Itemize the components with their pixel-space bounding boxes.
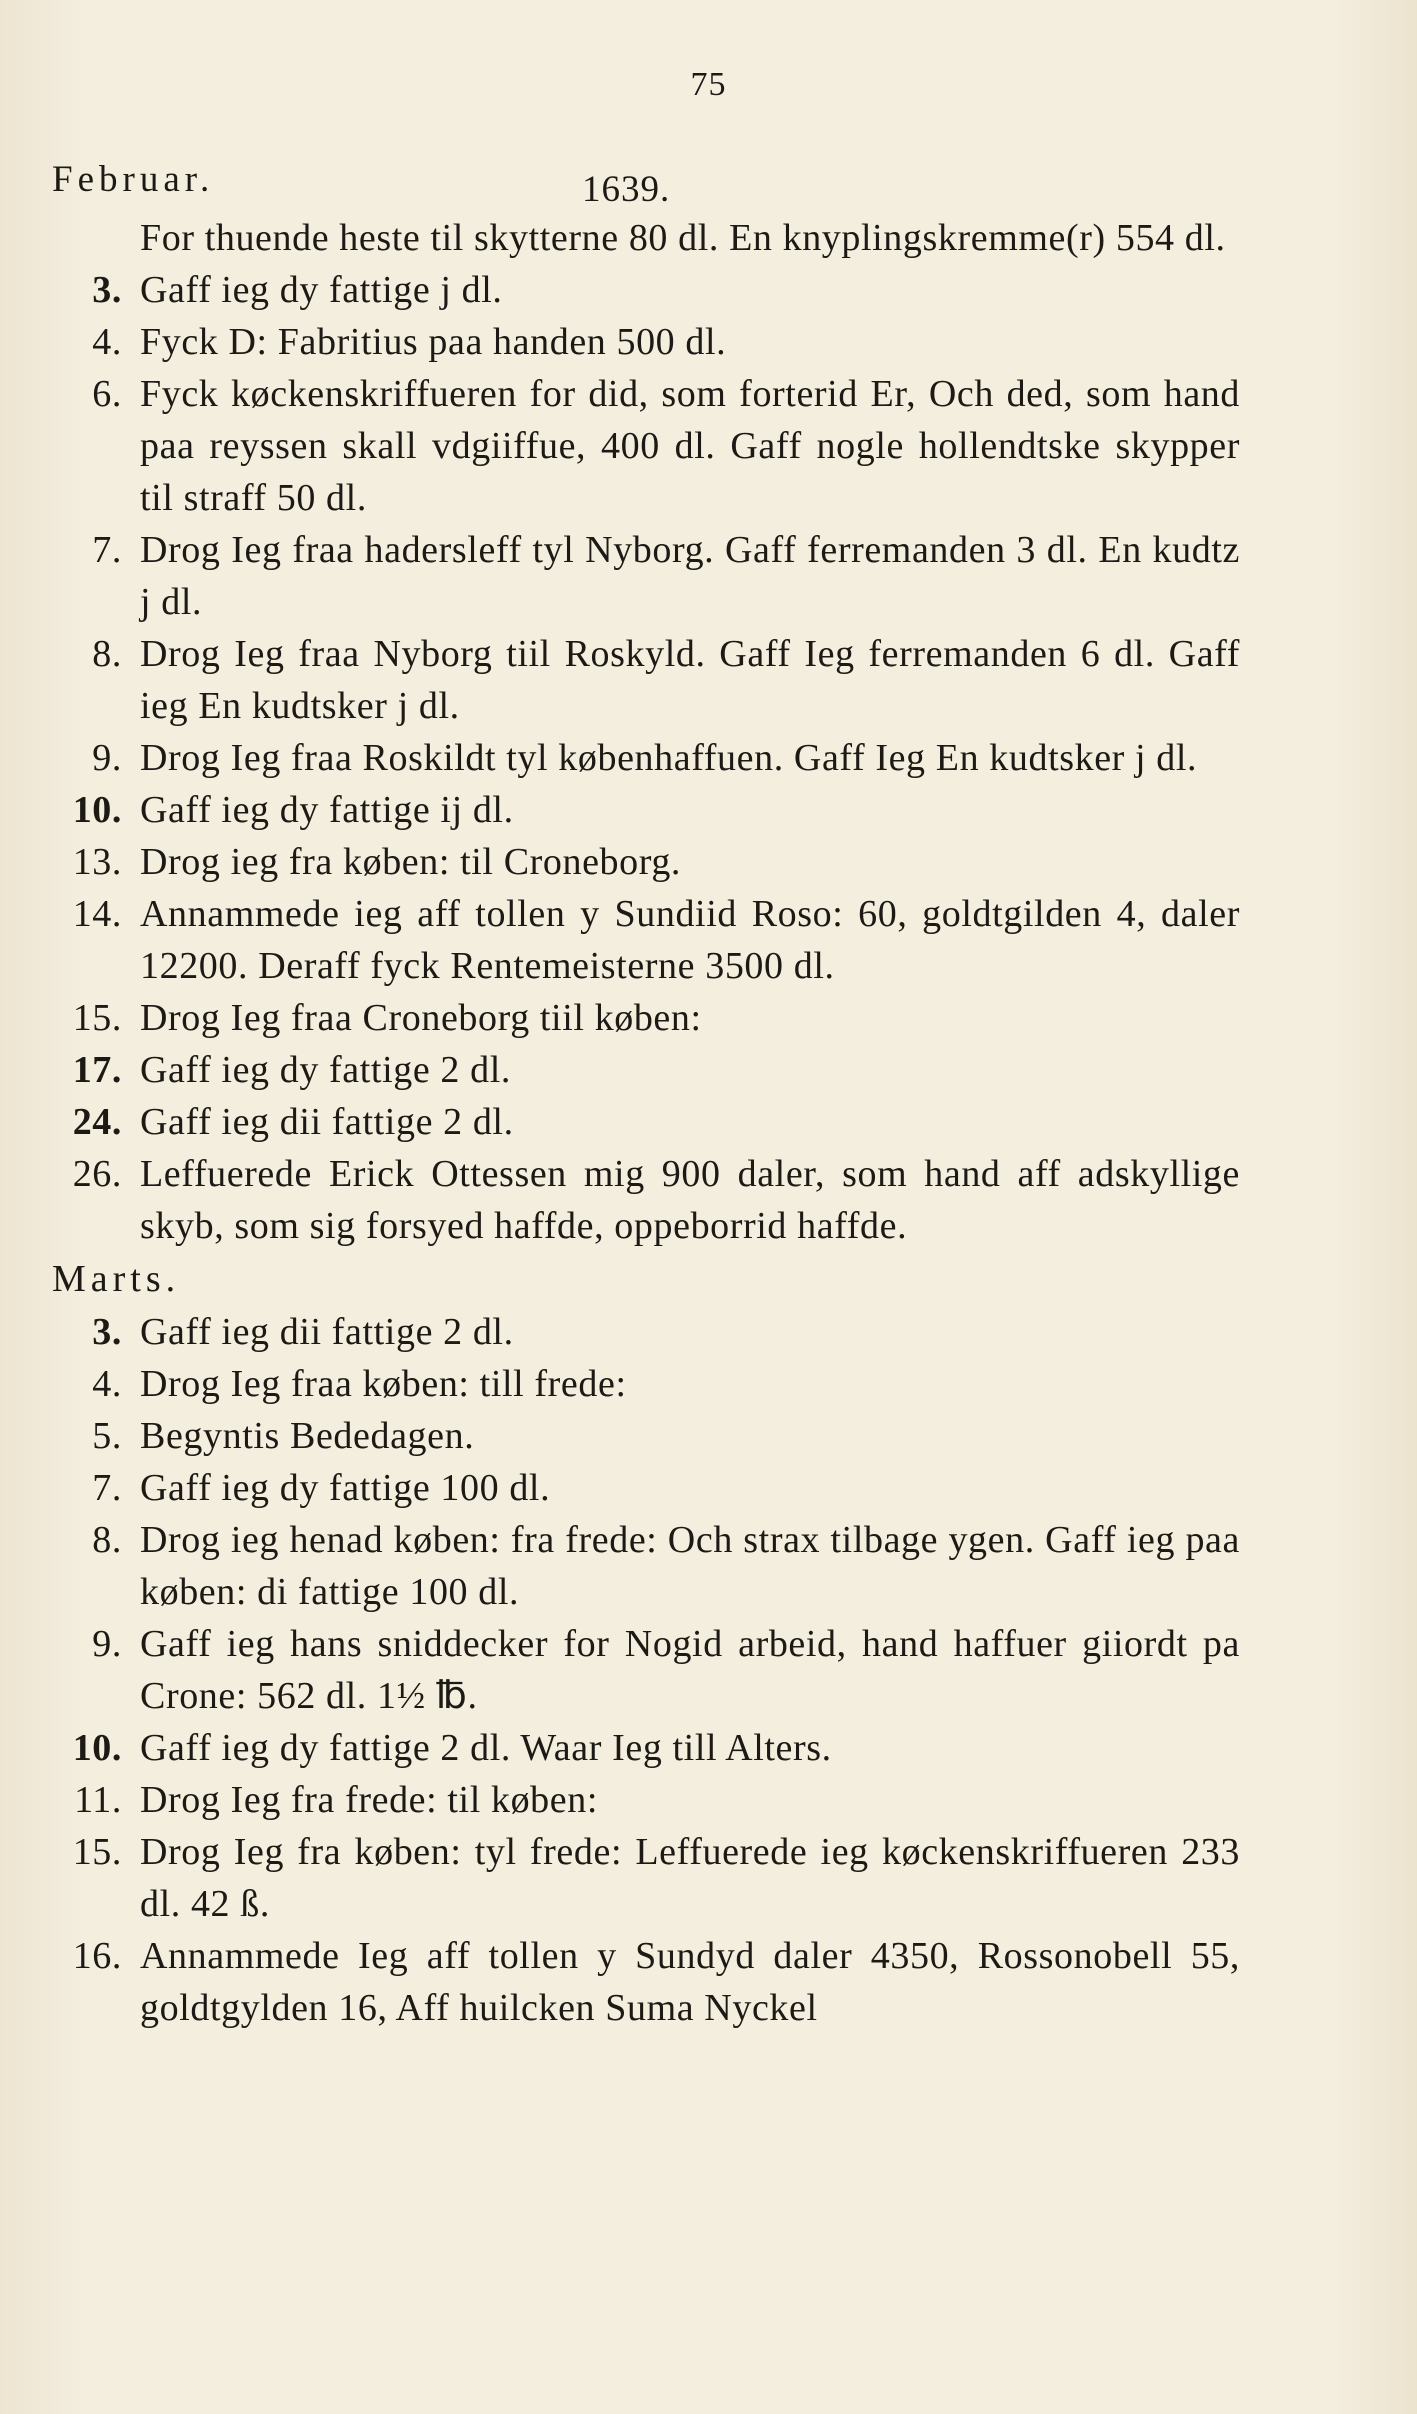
entry-day: 8. — [92, 633, 122, 675]
diary-entry — [60, 1774, 1240, 1826]
entry-text: Gaff ieg dy fattige j dl. — [140, 269, 503, 311]
diary-entry — [60, 212, 1240, 264]
entry-text: Gaff ieg dy fattige 2 dl. — [140, 1049, 511, 1091]
entry-day: 13. — [72, 841, 122, 883]
diary-entry — [60, 628, 1240, 732]
entry-day: 7. — [92, 1467, 122, 1509]
entry-day: 15. — [72, 997, 122, 1039]
entry-day: 10. — [72, 789, 122, 831]
entry-text: Drog Ieg fra køben: tyl frede: Leffuerede ieg køckenskriffueren 233 dl. 42 ß. — [140, 1831, 1240, 1925]
diary-entry — [60, 316, 1240, 368]
entry-text: Annammede ieg aff tollen y Sundiid Roso: 60, goldtgilden 4, daler 12200. Deraff fyck Rentemeisterne 3500 dl. — [140, 893, 1240, 987]
diary-entry — [60, 1722, 1240, 1774]
entry-text: Gaff ieg dy fattige ij dl. — [140, 789, 514, 831]
entry-text: Gaff ieg dy fattige 100 dl. — [140, 1467, 551, 1509]
diary-entry — [60, 1306, 1240, 1358]
entry-day: 9. — [92, 737, 122, 779]
diary-entry — [60, 732, 1240, 784]
entry-day: 17. — [72, 1049, 122, 1091]
diary-entry — [60, 264, 1240, 316]
diary-entry — [60, 888, 1240, 992]
entry-text: Gaff ieg hans sniddecker for Nogid arbeid, hand haffuer giiordt pa Crone: 562 dl. 1½ ℔. — [140, 1623, 1240, 1717]
diary-entry — [60, 1410, 1240, 1462]
entry-day: 24. — [72, 1101, 122, 1143]
entry-day: 3. — [92, 1311, 122, 1353]
entry-text: Drog Ieg fraa Croneborg tiil køben: — [140, 997, 702, 1039]
entry-text: Gaff ieg dii fattige 2 dl. — [140, 1101, 514, 1143]
entry-day: 7. — [92, 529, 122, 571]
page-number: 75 — [690, 66, 727, 103]
entry-day: 3. — [92, 269, 122, 311]
diary-entry — [60, 1930, 1240, 2034]
diary-entry — [60, 1358, 1240, 1410]
diary-entry — [60, 1096, 1240, 1148]
entry-text: Begyntis Bededagen. — [140, 1415, 475, 1457]
diary-entry — [60, 784, 1240, 836]
month-heading-march: Marts. — [52, 1258, 181, 1300]
entry-day: 9. — [92, 1623, 122, 1665]
entry-text: Fyck køckenskriffueren for did, som forterid Er, Och ded, som hand paa reyssen skall vdgiiffue, 400 dl. Gaff nogle hollendtske skypper til straff 50 dl. — [140, 373, 1240, 519]
entry-day: 8. — [92, 1519, 122, 1561]
diary-entry — [60, 368, 1240, 524]
entry-text: Drog Ieg fra frede: til køben: — [140, 1779, 598, 1821]
entry-day: 5. — [92, 1415, 122, 1457]
entry-text: Leffuerede Erick Ottessen mig 900 daler, som hand aff adskyllige skyb, som sig forsyed haffde, oppeborrid haffde. — [140, 1153, 1240, 1247]
diary-entry — [60, 836, 1240, 888]
diary-entry — [60, 524, 1240, 628]
entry-text: For thuende heste til skytterne 80 dl. En knyplingskremme(r) 554 dl. — [140, 217, 1226, 259]
entry-text: Fyck D: Fabritius paa handen 500 dl. — [140, 321, 727, 363]
diary-entry — [60, 1462, 1240, 1514]
entry-day: 10. — [72, 1727, 122, 1769]
entry-text: Drog Ieg fraa Nyborg tiil Roskyld. Gaff Ieg ferremanden 6 dl. Gaff ieg En kudtsker j dl. — [140, 633, 1240, 727]
entry-day: 14. — [72, 893, 122, 935]
entry-text: Drog Ieg fraa Roskildt tyl københaffuen. Gaff Ieg En kudtsker j dl. — [140, 737, 1198, 779]
diary-entry — [60, 1514, 1240, 1618]
entry-text: Gaff ieg dii fattige 2 dl. — [140, 1311, 514, 1353]
entry-text: Drog ieg fra køben: til Croneborg. — [140, 841, 682, 883]
diary-entry — [60, 1044, 1240, 1096]
entry-day: 11. — [74, 1779, 122, 1821]
running-header — [52, 158, 712, 210]
diary-entry — [60, 992, 1240, 1044]
diary-entry — [60, 1618, 1240, 1722]
diary-text — [52, 212, 1240, 2034]
entry-day: 26. — [72, 1153, 122, 1195]
header-month: Februar. — [52, 159, 215, 200]
entry-text: Drog Ieg fraa hadersleff tyl Nyborg. Gaff ferremanden 3 dl. En kudtz j dl. — [140, 529, 1240, 623]
entry-text: Gaff ieg dy fattige 2 dl. Waar Ieg till Alters. — [140, 1727, 832, 1769]
entry-day: 6. — [92, 373, 122, 415]
header-year: 1639. — [582, 169, 671, 210]
entry-text: Annammede Ieg aff tollen y Sundyd daler 4350, Rossonobell 55, goldtgylden 16, Aff huilcken Suma Nyckel — [140, 1935, 1240, 2029]
entry-day: 4. — [92, 321, 122, 363]
entry-text: Drog Ieg fraa køben: till frede: — [140, 1363, 627, 1405]
entry-day: 4. — [92, 1363, 122, 1405]
entry-text: Drog ieg henad køben: fra frede: Och strax tilbage ygen. Gaff ieg paa køben: di fattige 100 dl. — [140, 1519, 1240, 1613]
diary-entry — [60, 1826, 1240, 1930]
entry-day: 15. — [72, 1831, 122, 1873]
entry-day: 16. — [72, 1935, 122, 1977]
diary-entry — [60, 1148, 1240, 1252]
